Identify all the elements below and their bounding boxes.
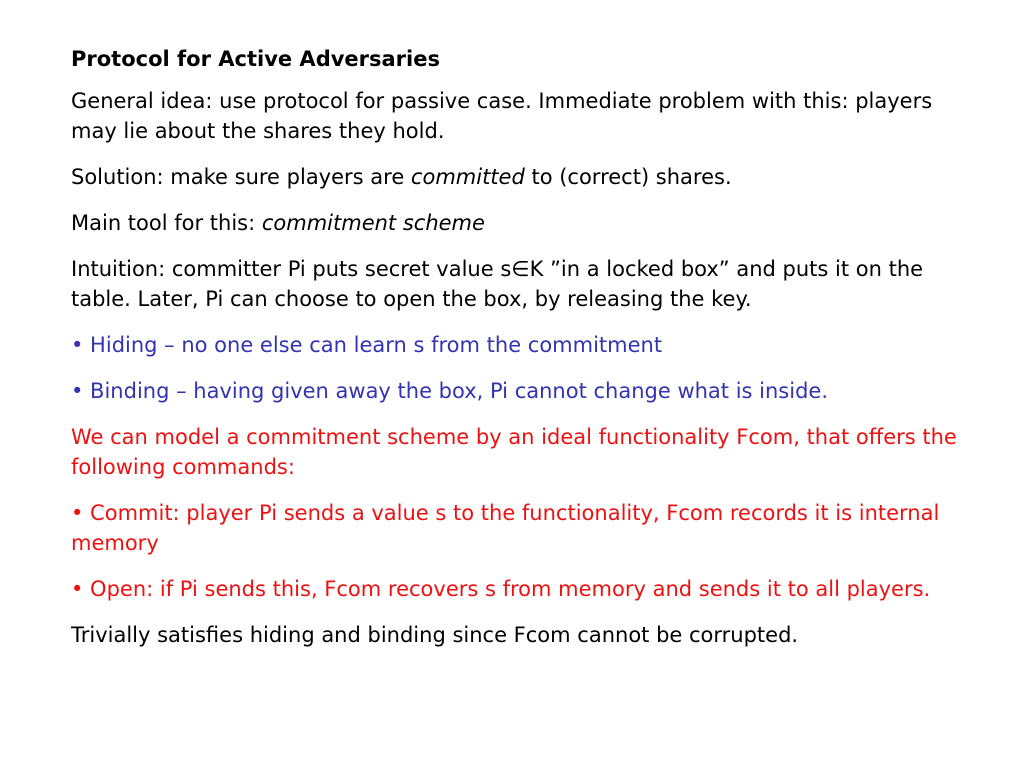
- conclusion-paragraph: Trivially satisfies hiding and binding since Fcom cannot be corrupted.: [71, 623, 799, 647]
- general-idea-paragraph: General idea: use protocol for passive case. Immediate problem with this: players may lie about the shares they hold.: [71, 89, 933, 143]
- main-tool-paragraph: [71, 208, 971, 238]
- open-bullet: • Open: if Pi sends this, Fcom recovers s from memory and sends it to all players.: [71, 577, 931, 601]
- solution-text-end: to (correct) shares.: [524, 165, 732, 189]
- committed-emphasis: committed: [410, 165, 525, 189]
- commitment-scheme-emphasis: commitment scheme: [261, 211, 485, 235]
- intuition-paragraph: Intuition: committer Pi puts secret value s∈K ”in a locked box” and puts it on the table. Later, Pi can choose to open the box, by releasing the key.: [71, 257, 924, 311]
- main-tool-text: Main tool for this:: [71, 211, 262, 235]
- commit-bullet: • Commit: player Pi sends a value s to the functionality, Fcom records it is internal memory: [71, 501, 940, 555]
- solution-text: Solution: make sure players are: [71, 165, 411, 189]
- model-paragraph: We can model a commitment scheme by an ideal functionality Fcom, that offers the following commands:: [71, 425, 957, 479]
- hiding-bullet: • Hiding – no one else can learn s from the commitment: [71, 333, 663, 357]
- slide-content: [71, 44, 971, 666]
- binding-bullet: • Binding – having given away the box, Pi cannot change what is inside.: [71, 379, 829, 403]
- solution-paragraph: [71, 162, 971, 192]
- slide-title: Protocol for Active Adversaries: [71, 47, 440, 71]
